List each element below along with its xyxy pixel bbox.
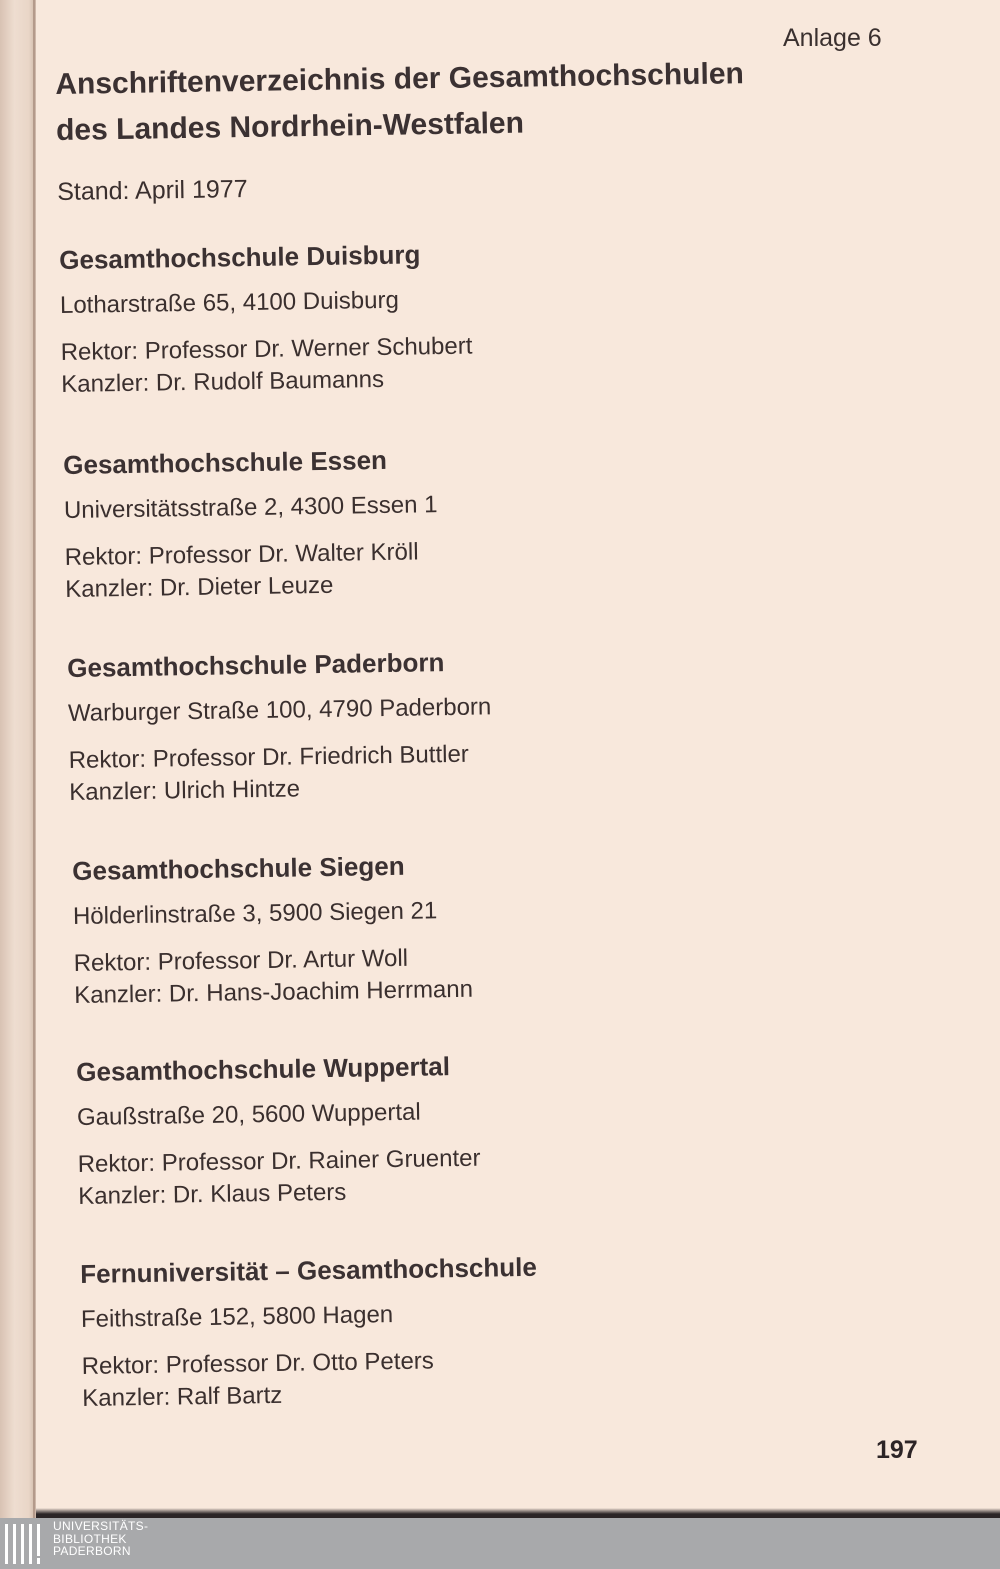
entry-hagen bbox=[80, 1246, 782, 1415]
entry-essen bbox=[63, 437, 765, 606]
entry-address: Warburger Straße 100, 4790 Paderborn bbox=[67, 693, 492, 727]
entry-name: Fernuniversität – Gesamthochschule bbox=[80, 1251, 538, 1289]
entry-duisburg bbox=[59, 232, 761, 401]
entry-address: Hölderlinstraße 3, 5900 Siegen 21 bbox=[72, 897, 438, 930]
library-logo-text bbox=[53, 1520, 148, 1558]
entry-address: Lotharstraße 65, 4100 Duisburg bbox=[59, 286, 400, 319]
entry-name: Gesamthochschule Essen bbox=[63, 444, 388, 480]
gutter-fold-line bbox=[33, 0, 35, 1518]
entry-chancellor: Kanzler: Dr. Dieter Leuze bbox=[65, 571, 334, 603]
entry-chancellor: Kanzler: Dr. Hans-Joachim Herrmann bbox=[74, 975, 474, 1009]
entry-chancellor: Kanzler: Ulrich Hintze bbox=[69, 775, 301, 806]
entry-rector: Rektor: Professor Dr. Friedrich Buttler bbox=[68, 740, 470, 774]
logo-line-1: UNIVERSITÄTS- bbox=[53, 1519, 149, 1533]
logo-line-2: BIBLIOTHEK bbox=[53, 1531, 127, 1546]
logo-line-3: PADERBORN bbox=[53, 1544, 131, 1558]
entry-address: Feithstraße 152, 5800 Hagen bbox=[80, 1301, 394, 1333]
entry-name: Gesamthochschule Duisburg bbox=[59, 239, 421, 275]
entry-chancellor: Kanzler: Dr. Klaus Peters bbox=[78, 1178, 347, 1210]
entry-address: Gaußstraße 20, 5600 Wuppertal bbox=[76, 1098, 421, 1131]
entry-name: Gesamthochschule Siegen bbox=[72, 850, 405, 886]
entry-address: Universitätsstraße 2, 4300 Essen 1 bbox=[63, 491, 438, 524]
library-footer-bar bbox=[0, 1518, 1000, 1569]
entry-chancellor: Kanzler: Dr. Rudolf Baumanns bbox=[61, 365, 385, 398]
title-line-2: des Landes Nordrhein-Westfalen bbox=[55, 106, 525, 147]
entry-paderborn bbox=[67, 640, 769, 809]
library-barcode-logo-icon bbox=[4, 1524, 46, 1564]
entry-name: Gesamthochschule Wuppertal bbox=[76, 1051, 451, 1087]
annex-label: Anlage 6 bbox=[783, 24, 882, 52]
entry-name: Gesamthochschule Paderborn bbox=[67, 647, 445, 683]
entry-rector: Rektor: Professor Dr. Artur Woll bbox=[73, 944, 409, 977]
book-gutter bbox=[0, 0, 36, 1518]
page-number: 197 bbox=[876, 1436, 918, 1464]
document-title bbox=[55, 51, 745, 154]
entry-siegen bbox=[72, 843, 774, 1012]
page-bottom-edge bbox=[36, 1508, 1000, 1518]
entry-rector: Rektor: Professor Dr. Otto Peters bbox=[81, 1347, 435, 1380]
entry-rector: Rektor: Professor Dr. Rainer Gruenter bbox=[77, 1144, 481, 1178]
entry-rector: Rektor: Professor Dr. Werner Schubert bbox=[60, 332, 473, 366]
date-line: Stand: April 1977 bbox=[57, 175, 248, 206]
title-line-1: Anschriftenverzeichnis der Gesamthochschulen bbox=[55, 57, 745, 101]
entry-chancellor: Kanzler: Ralf Bartz bbox=[82, 1381, 283, 1412]
entry-rector: Rektor: Professor Dr. Walter Kröll bbox=[64, 538, 419, 571]
entry-wuppertal bbox=[76, 1044, 778, 1213]
